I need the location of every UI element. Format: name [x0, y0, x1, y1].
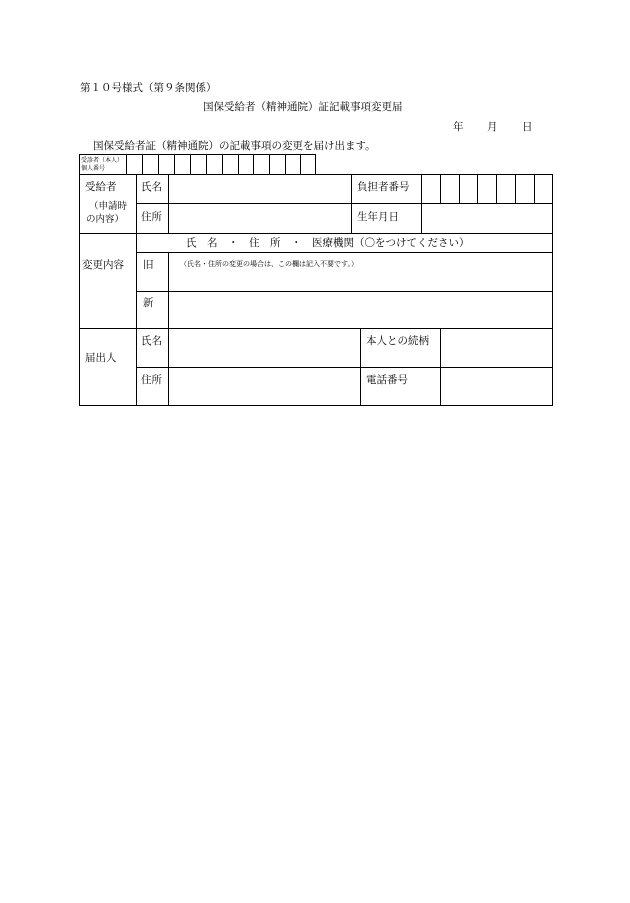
id-box-label-1: 受診者（本人） — [81, 157, 124, 164]
relationship-field[interactable] — [442, 330, 551, 366]
form-title: 国保受給者（精神通院）証記載事項変更届 — [203, 101, 403, 113]
recipient-sublabel-2: の内容） — [86, 214, 125, 225]
applicant-name-field[interactable] — [170, 330, 359, 366]
intro-text: 国保受給者証（精神通院）の記載事項の変更を届け出ます。 — [93, 140, 376, 152]
change-old-note: （氏名・住所の変更の場合は、この欄は記入不要です。） — [180, 260, 358, 268]
recipient-name-field[interactable] — [170, 176, 350, 202]
date-year: 年 — [453, 121, 464, 133]
phone-field[interactable] — [442, 369, 551, 404]
date-day: 日 — [522, 121, 533, 133]
recipient-sublabel-1: （申請時 — [89, 201, 128, 212]
recipient-address-label: 住所 — [141, 211, 162, 223]
change-label: 変更内容 — [82, 259, 124, 271]
change-old-label: 旧 — [143, 259, 154, 271]
applicant-name-label: 氏名 — [141, 335, 162, 347]
birthdate-field[interactable] — [423, 205, 551, 232]
recipient-name-label: 氏名 — [141, 181, 162, 193]
recipient-address-field[interactable] — [170, 205, 350, 232]
relationship-label: 本人との続柄 — [366, 335, 429, 347]
applicant-label: 届出人 — [85, 352, 117, 364]
applicant-address-field[interactable] — [170, 369, 359, 404]
birthdate-label: 生年月日 — [357, 211, 399, 223]
recipient-label: 受給者 — [85, 181, 117, 193]
change-old-field[interactable] — [170, 268, 551, 290]
change-new-field[interactable] — [170, 293, 551, 327]
applicant-address-label: 住所 — [141, 374, 162, 386]
change-options[interactable]: 氏 名 ・ 住 所 ・ 医療機関（〇をつけてください） — [186, 237, 470, 249]
id-box-label-2: 個人番号 — [81, 165, 106, 172]
phone-label: 電話番号 — [366, 374, 408, 386]
burden-number-field[interactable] — [423, 176, 551, 202]
burden-number-label: 負担者番号 — [357, 181, 410, 193]
change-new-label: 新 — [143, 297, 154, 309]
date-month: 月 — [487, 121, 498, 133]
form-number: 第１０号様式（第９条関係） — [80, 82, 217, 94]
